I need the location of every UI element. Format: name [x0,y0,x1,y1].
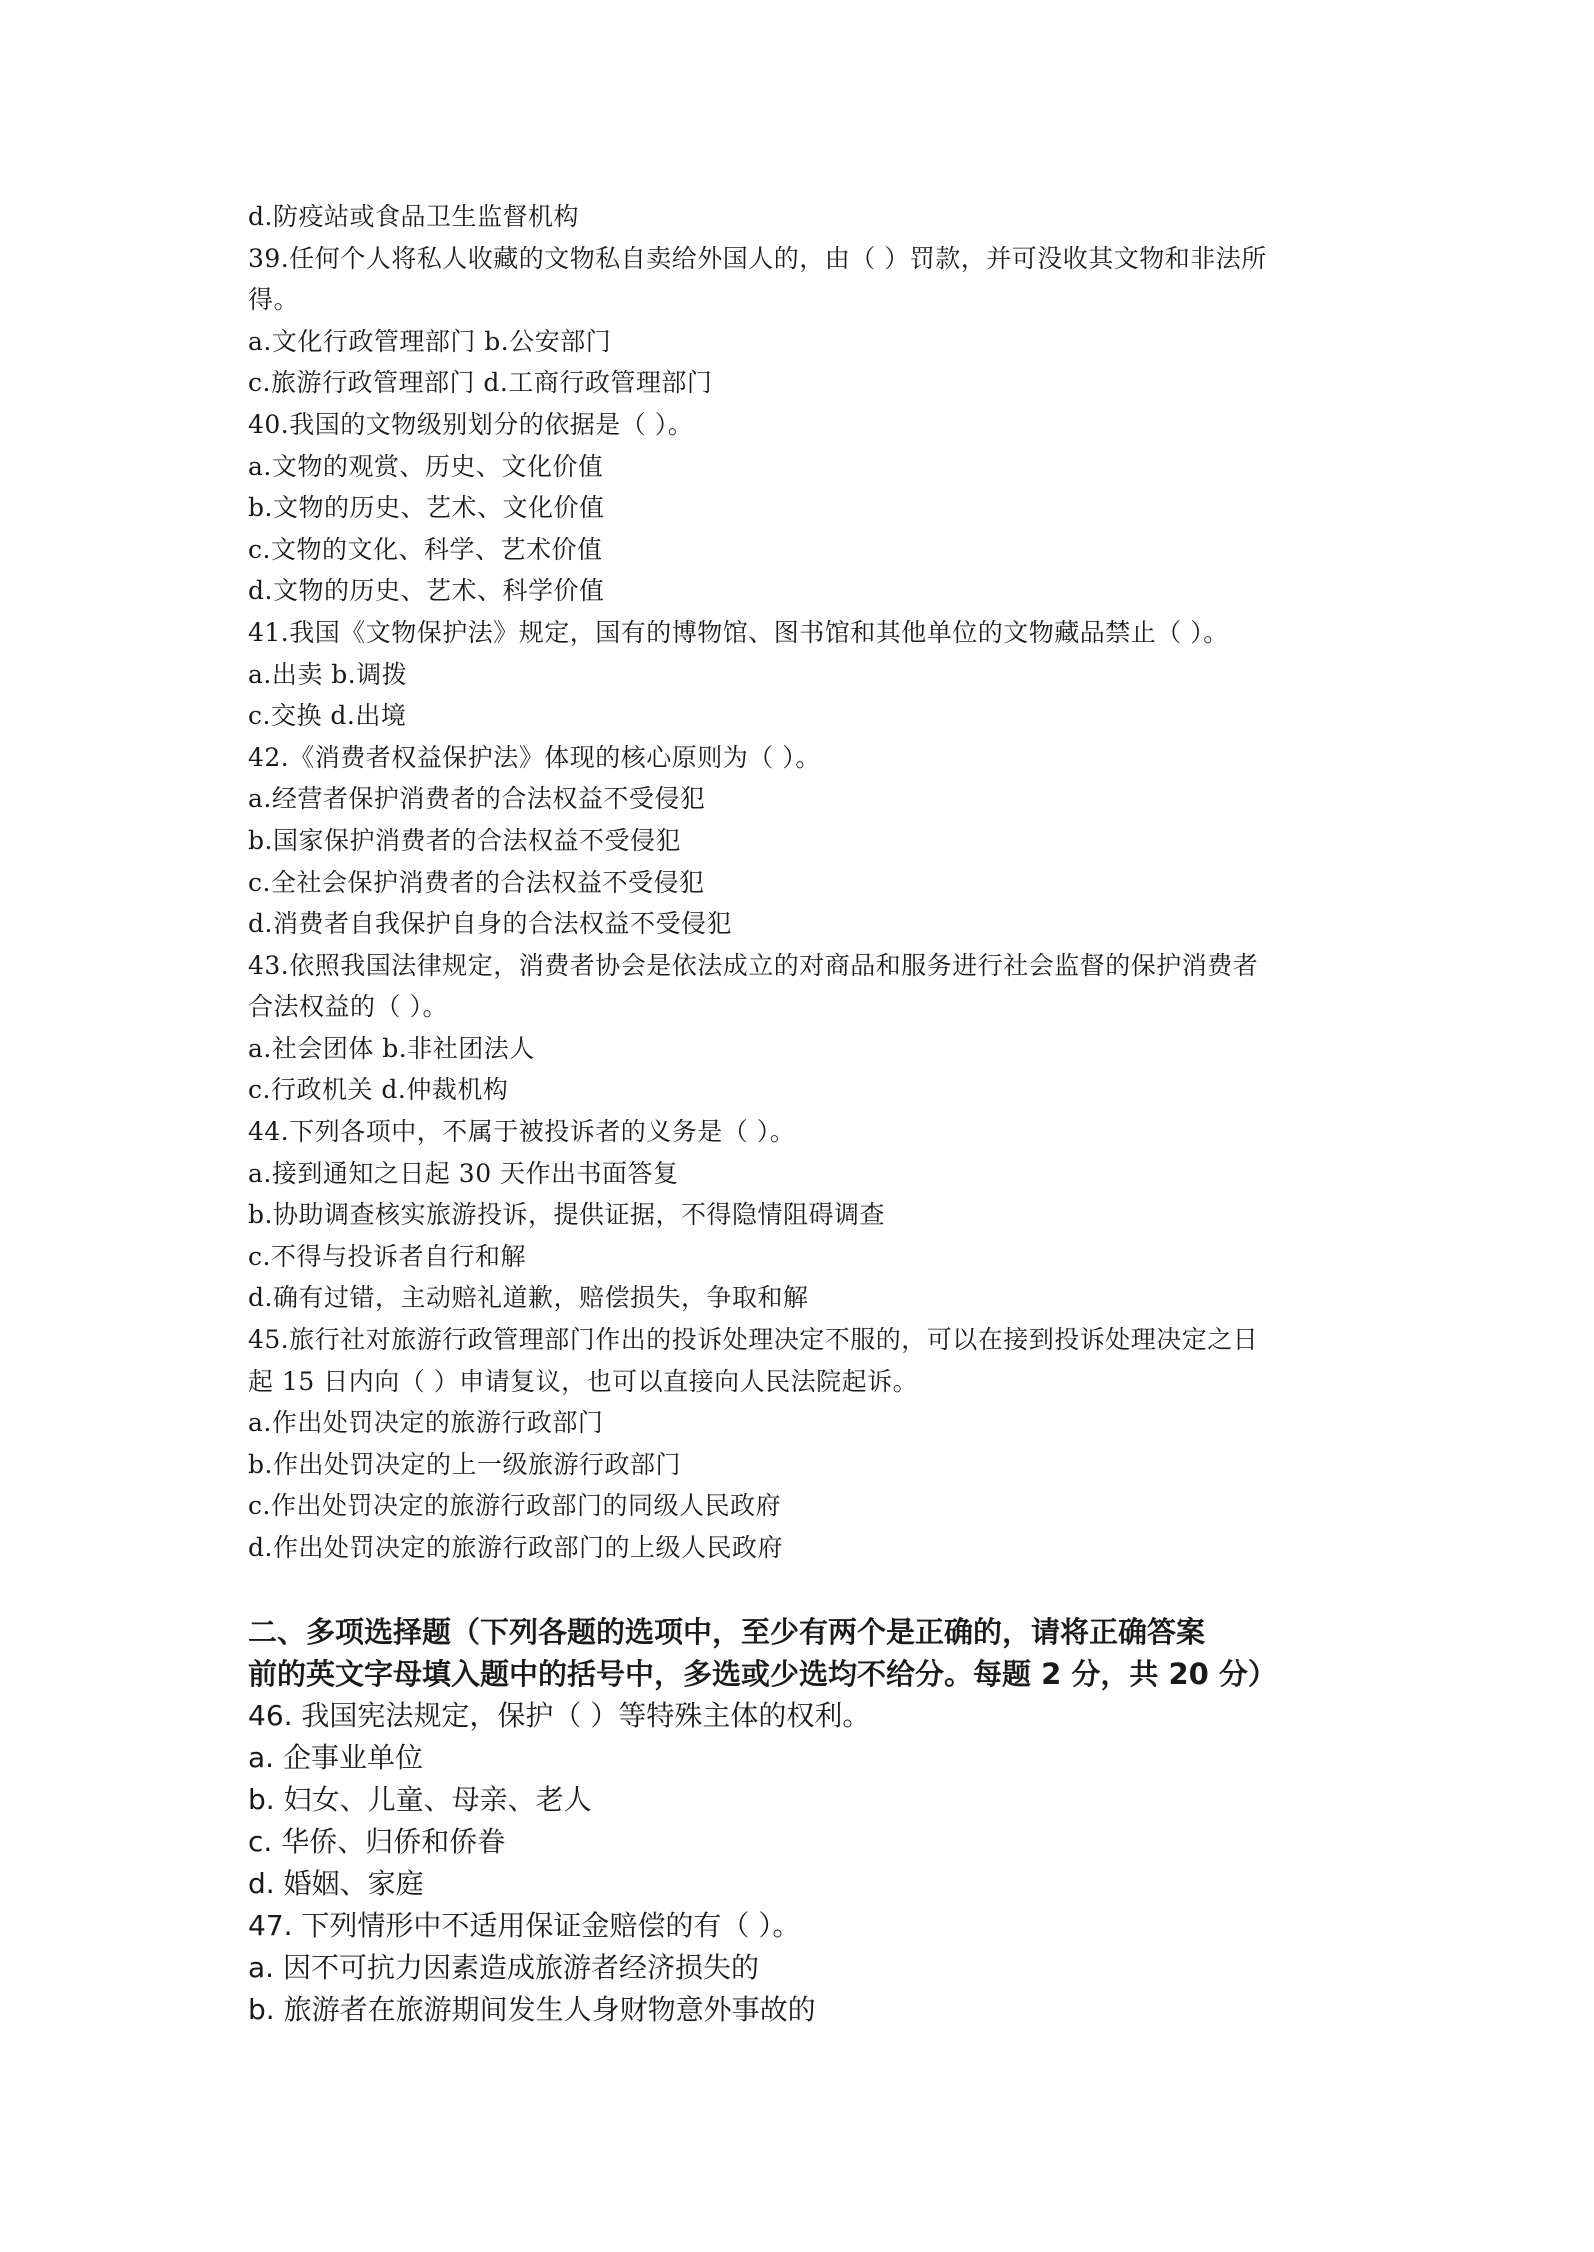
document-page [248,196,1368,2031]
text-line: 起 15 日内向（ ）申请复议，也可以直接向人民法院起诉。 [248,1366,919,1396]
questions-block-multiple-choice [248,1695,1368,2031]
text-line: a.作出处罚决定的旅游行政部门 [248,1408,604,1438]
text-line: 得。 [248,285,300,315]
text-line: a.接到通知之日起 30 天作出书面答复 [248,1158,679,1188]
text-line: a.社会团体 b.非社团法人 [248,1033,535,1063]
text-line: c.不得与投诉者自行和解 [248,1241,526,1271]
text-line: c.文物的文化、科学、艺术价值 [248,534,603,564]
text-line: c.作出处罚决定的旅游行政部门的同级人民政府 [248,1491,781,1521]
section-heading-multiple-choice [248,1611,1368,1695]
text-line: 46. 我国宪法规定，保护（ ）等特殊主体的权利。 [248,1698,871,1732]
text-line: b. 妇女、儿童、母亲、老人 [248,1782,592,1816]
section-heading-line: 二、多项选择题（下列各题的选项中，至少有两个是正确的，请将正确答案 [248,1614,1206,1649]
text-line: 39.任何个人将私人收藏的文物私自卖给外国人的，由（ ）罚款，并可没收其文物和非法所 [248,243,1267,273]
text-line: a.出卖 b.调拨 [248,659,408,689]
text-line: b.协助调查核实旅游投诉，提供证据，不得隐情阻碍调查 [248,1200,885,1230]
text-line: 41.我国《文物保护法》规定，国有的博物馆、图书馆和其他单位的文物藏品禁止（ ）。 [248,617,1229,647]
text-line: d.作出处罚决定的旅游行政部门的上级人民政府 [248,1533,783,1562]
text-line: d.防疫站或食品卫生监督机构 [248,202,579,231]
text-line: d.消费者自我保护自身的合法权益不受侵犯 [248,909,732,939]
text-line: d. 婚姻、家庭 [248,1866,424,1900]
text-line: b.国家保护消费者的合法权益不受侵犯 [248,825,681,855]
text-line: b.作出处罚决定的上一级旅游行政部门 [248,1449,681,1479]
questions-block-single-choice [248,196,1368,1569]
text-line: 40.我国的文物级别划分的依据是（ ）。 [248,409,694,439]
text-line: a.文物的观赏、历史、文化价值 [248,451,604,481]
text-line: 43.依照我国法律规定，消费者协会是依法成立的对商品和服务进行社会监督的保护消费者 [248,950,1259,980]
text-line: d.确有过错，主动赔礼道歉，赔偿损失，争取和解 [248,1283,809,1313]
text-line: b.文物的历史、艺术、文化价值 [248,493,605,523]
text-line: 44.下列各项中，不属于被投诉者的义务是（ ）。 [248,1117,796,1147]
text-line: c.旅游行政管理部门 d.工商行政管理部门 [248,368,713,398]
text-line: c.行政机关 d.仲裁机构 [248,1075,509,1105]
text-line: c. 华侨、归侨和侨眷 [248,1824,506,1858]
text-line: c.交换 d.出境 [248,701,407,731]
text-line: c.全社会保护消费者的合法权益不受侵犯 [248,867,705,897]
section-heading-line: 前的英文字母填入题中的括号中，多选或少选均不给分。每题 2 分，共 20 分） [248,1656,1277,1691]
text-line: 42.《消费者权益保护法》体现的核心原则为（ ）。 [248,742,821,772]
text-line: a.经营者保护消费者的合法权益不受侵犯 [248,784,706,814]
text-line: a. 因不可抗力因素造成旅游者经济损失的 [248,1950,759,1984]
section-spacer [248,1569,1368,1611]
text-line: b. 旅游者在旅游期间发生人身财物意外事故的 [248,1992,816,2026]
text-line: a.文化行政管理部门 b.公安部门 [248,326,612,356]
text-line: 47. 下列情形中不适用保证金赔偿的有（ ）。 [248,1908,801,1942]
text-line: a. 企事业单位 [248,1740,423,1774]
text-line: 合法权益的（ ）。 [248,992,448,1022]
text-line: d.文物的历史、艺术、科学价值 [248,576,605,606]
text-line: 45.旅行社对旅游行政管理部门作出的投诉处理决定不服的，可以在接到投诉处理决定之日 [248,1325,1259,1355]
